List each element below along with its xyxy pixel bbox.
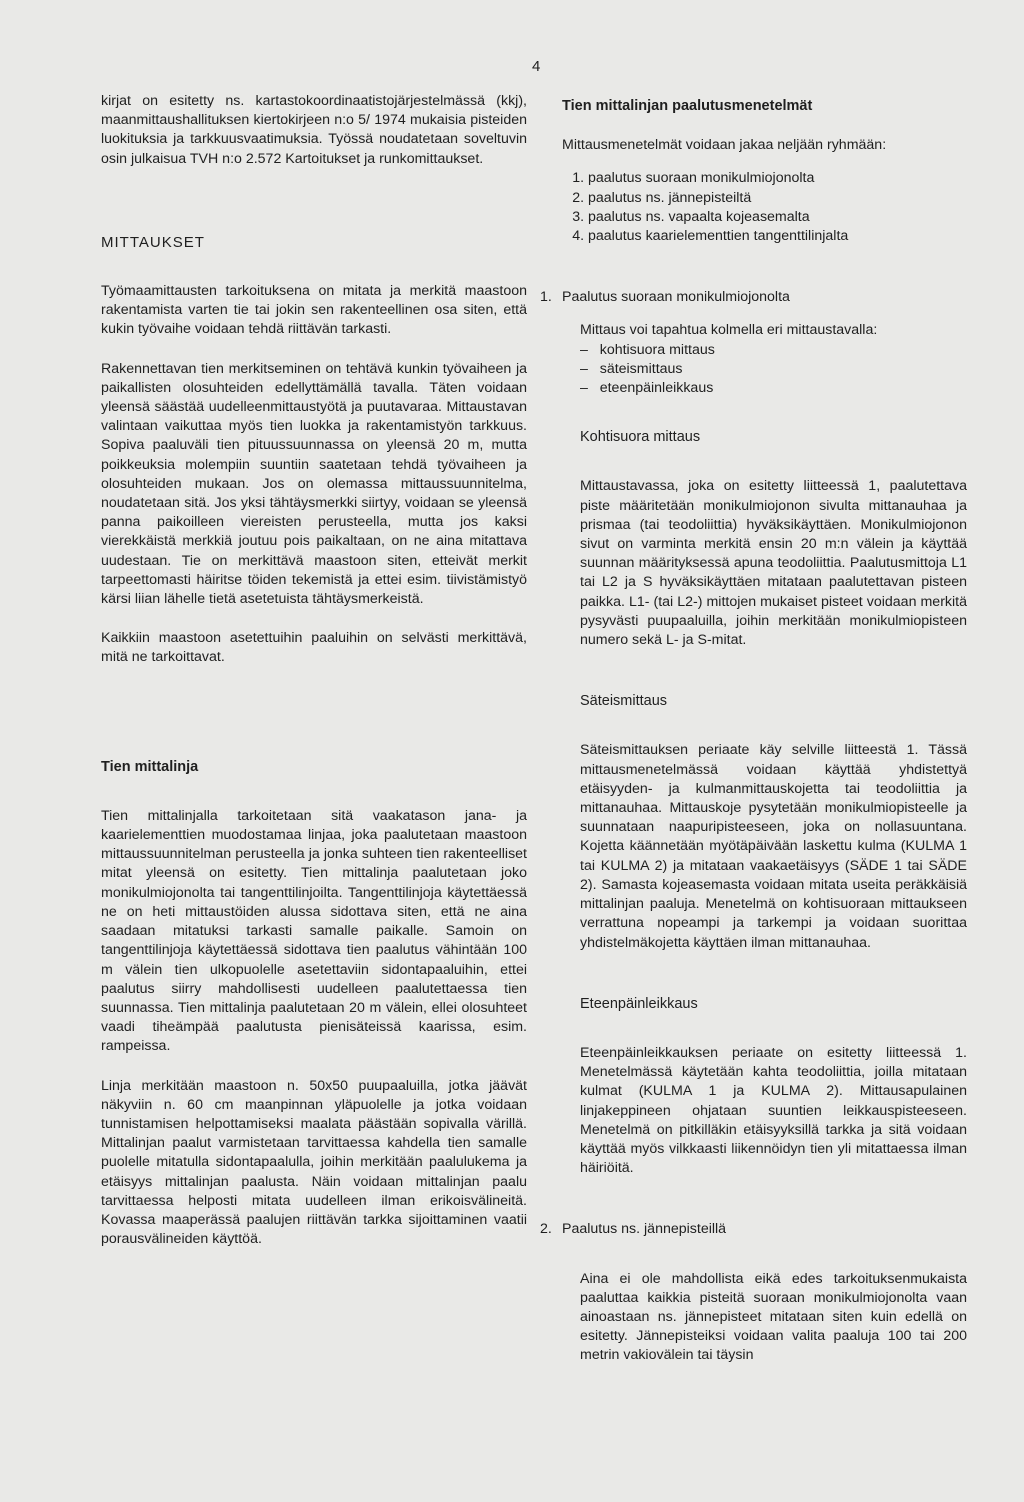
paragraph-sateismittaus: Säteismittauksen periaate käy selville liitteestä 1. Tässä mittausmenetelmässä voidaan käyttää yhdistettyä etäisyyden- ja kulmanmittauskojetta tai teodoliittia ja mittanauhaa. Mittauskoje pysytetään monikulmiopisteelle ja suunnataan naapuripisteeseen, joka on nollasuuntana. Kojetta käännetään myötäpäivään laskettu kulma (KULMA 1 tai KULMA 2) ja mitataan vaakaetäisyys (SÄDE 1 tai SÄDE 2). Samasta kojeasemasta voidaan mitata useita peräkkäisiä mittalinjan paaluja. Menetelmä on kohtisuoraan mittaukseen verrattuna nopeampi ja tarkempi ja voidaan suorittaa yhdistelmäkojetta käyttäen ilman mittanauhaa. bbox=[580, 742, 967, 951]
groups-intro: Mittausmenetelmät voidaan jakaa neljään ryhmään: bbox=[562, 137, 887, 154]
heading-mittaukset: MITTAUKSET bbox=[101, 233, 205, 251]
method-groups-list bbox=[562, 169, 967, 246]
paragraph-jannepisteet: Aina ei ole mahdollista eikä edes tarkoituksenmukaista paaluttaa kaikkia pisteitä suoraan monikulmiojonolta vaan ainoastaan ns. jännepisteet mitataan siten kuin edellä on esitetty. Jännepisteiksi voidaan valita paaluja 100 tai 200 metrin vakiovälein tai täysin bbox=[580, 1270, 967, 1364]
list-item: 4. paalutus kaarielementtien tangenttilinjalta bbox=[588, 227, 967, 246]
section-2-title bbox=[540, 1220, 967, 1239]
heading-eteenpainleikkaus: Eteenpäinleikkaus bbox=[580, 995, 698, 1012]
paragraph-mittalinja: Tien mittalinjalla tarkoitetaan sitä vaakatason jana- ja kaarielementtien muodostamaa linjaa, joka paalutetaan maastoon mittaussuunnitelman perusteella ja jonka suhteen tien rakenteelliset mitat yleensä on esitetty. Tien mittalinja paalutetaan joko monikulmiojonolta tai tangenttilinjoilta. Tangenttilinjoja käytettäessä ne on heti mittaustöiden alussa sidottava siten, että ne aina saadaan mitatuksi tarkasti samalle paikalle. Samoin on tangenttilinjoja käytettäessä sidottava tien paalutus vähintään 100 m välein tien ulkopuolelle asetettaviin sidontapaaluihin, ettei paalutus siirry mahdollisesti uudelleen paalutettaessa tien suunnassa. Tien mittalinja paalutetaan 20 m välein, ellei olosuhteet vaadi tiheämpää paalutusta pienisäteissä kaarissa, esim. rampeissa. bbox=[101, 807, 527, 1055]
section-title: Paalutus suoraan monikulmiojonolta bbox=[562, 289, 790, 306]
section-number: 2. bbox=[540, 1221, 552, 1238]
paragraph-merkitseminen: Rakennettavan tien merkitseminen on tehtävä kunkin työvaiheen ja paikallisten olosuhteiden edellyttämällä tavalla. Täten voidaan yleensä säästää uudelleenmittaustyötä ja puutavaraa. Mittaustavan valintaan vaikuttaa myös tien luokka ja rakentamistyön tarkkuus. Sopiva paaluväli tien pituussuunnassa on yleensä 20 m, mutta poikkeuksia molempiin suuntiin saatetaan tehdä työvaiheen ja olosuhteiden mukaan. Jos on olemassa mittaussuunnitelma, noudatetaan sitä. Jos yksi tähtäysmerkki siirtyy, voidaan se yleensä panna paikoilleen viereisten perusteella, mutta jos kaksi vierekkäistä merkkiä joutuu pois paikaltaan, on ne aina mitattava uudestaan. Tie on merkittävä maastoon siten, etteivät merkit tarpeettomasti häiritse töiden tekemistä ja ettei esim. tiivistämistyö kärsi liian lähelle tietä asetetuista tähtäysmerkeistä. bbox=[101, 360, 527, 608]
left-column bbox=[101, 92, 527, 1249]
list-item: – kohtisuora mittaus bbox=[580, 341, 967, 360]
section-1-title bbox=[540, 288, 967, 307]
heading-sateismittaus: Säteismittaus bbox=[580, 693, 668, 710]
intro-paragraph: kirjat on esitetty ns. kartastokoordinaatistojärjestelmässä (kkj), maanmittaushallituksen kiertokirjeen n:o 5/ 1974 mukaisia pisteiden luokituksia ja tarkkuusvaatimuksia. Työssä noudatetaan soveltuvin osin julkaisua TVH n:o 2.572 Kartoitukset ja runkomittaukset. bbox=[101, 93, 527, 167]
right-column bbox=[540, 97, 967, 1366]
list-item: 2. paalutus ns. jännepisteiltä bbox=[588, 189, 967, 208]
list-item: – säteismittaus bbox=[580, 360, 967, 379]
paragraph-paalut: Kaikkiin maastoon asetettuihin paaluihin on selvästi merkittävä, mitä ne tarkoittavat. bbox=[101, 630, 527, 666]
list-item: 3. paalutus ns. vapaalta kojeasemalta bbox=[588, 208, 967, 227]
section-1-intro: Mittaus voi tapahtua kolmella eri mittaustavalla: bbox=[580, 322, 878, 339]
heading-kohtisuora-mittaus: Kohtisuora mittaus bbox=[580, 429, 701, 446]
heading-paalutusmenetelmat: Tien mittalinjan paalutusmenetelmät bbox=[562, 98, 813, 114]
list-item: – eteenpäinleikkaus bbox=[580, 379, 967, 398]
page-number: 4 bbox=[532, 58, 541, 75]
section-title: Paalutus ns. jännepisteillä bbox=[562, 1221, 727, 1238]
paragraph-kohtisuora: Mittaustavassa, joka on esitetty liitteessä 1, paalutettava piste määritetään monikulmiojonon sivulta mittanauhaa ja prismaa (tai teodoliittia) hyväksikäyttäen. Monikulmiojonon sivut on varminta merkitä ensin 20 m:n välein ja käyttää suunnan määrityksessä apuna teodoliittia. Paalutusmittoja L1 tai L2 ja S hyväksikäyttäen mitataan paalutettavan pisteen paikka. L1- (tai L2-) mittojen mukaiset pisteet voidaan merkitä pysyvästi puupaaluilla, joihin merkitään monikulmiopisteen numero sekä L- ja S-mitat. bbox=[580, 478, 967, 649]
measurement-methods-list bbox=[580, 341, 967, 399]
paragraph-eteenpainleikkaus: Eteenpäinleikkauksen periaate on esitetty liitteessä 1. Menetelmässä käytetään kahta teodoliittia, joilla mitataan kulmat (KULMA 1 ja KULMA 2). Mittausapulainen linjakeppineen ohjataan suuntien leikkauspisteeseen. Menetelmä on pitkilläkin etäisyyksillä tarkka ja sitä voidaan käyttää myös vilkkaasti liikennöidyn tien yli mitattaessa ilman häiriöitä. bbox=[580, 1044, 967, 1177]
section-number: 1. bbox=[540, 289, 552, 306]
heading-tien-mittalinja: Tien mittalinja bbox=[101, 758, 199, 775]
paragraph-tyomaamittaukset: Työmaamittausten tarkoituksena on mitata ja merkitä maastoon rakentamista varten tie tai jokin sen rakenteellinen osa siten, että kukin työvaihe voidaan tehdä riittävän tarkasti. bbox=[101, 283, 527, 338]
paragraph-linja-merkitaan: Linja merkitään maastoon n. 50x50 puupaaluilla, jotka jäävät näkyviin n. 60 cm maanpinnan yläpuolelle ja jotka voidaan tunnistamisen helpottamiseksi maalata päästään sopivalla värillä. Mittalinjan paalut varmistetaan tarvittaessa kahdella tien samalle puolelle mitatulla sidontapaalulla, joihin merkitään paalulukema ja etäisyys mittalinjan paalusta. Näin voidaan mittalinjan paalu tarvittaessa helposti mitata uudelleen ilman erikoisvälineitä. Kovassa maaperässä paalujen riittävän tarkka sijoittaminen vaatii porausvälineiden käyttöä. bbox=[101, 1077, 527, 1248]
list-item: 1. paalutus suoraan monikulmiojonolta bbox=[588, 169, 967, 188]
